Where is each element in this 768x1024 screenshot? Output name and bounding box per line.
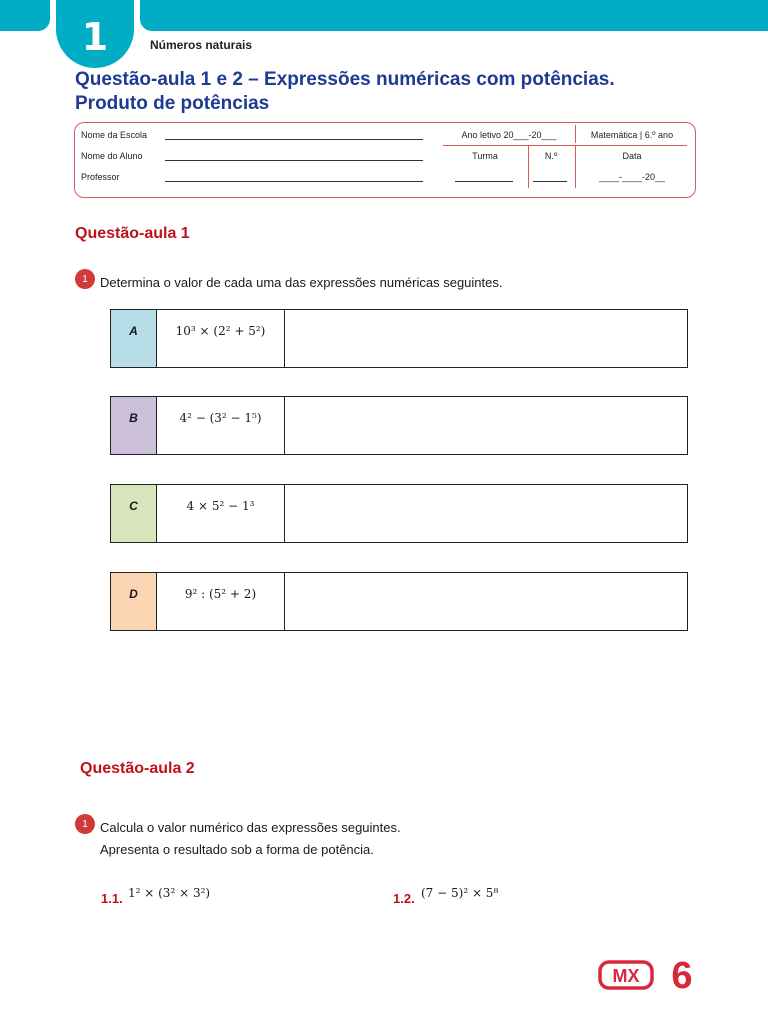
chapter-name: Números naturais [150, 38, 253, 52]
subquestion-expression: (7 − 5)² × 5⁸ [421, 886, 499, 900]
expression-row-a [110, 309, 688, 368]
answer-area[interactable] [285, 573, 687, 630]
answer-area[interactable] [285, 485, 687, 542]
row-letter: D [111, 573, 157, 630]
date-field[interactable]: ____-____-20__ [598, 172, 666, 182]
divider [528, 146, 529, 188]
subject-label: Matemática | 6.º ano [590, 130, 674, 140]
expression-row-b [110, 396, 688, 455]
subquestion-label: 1.1. [101, 891, 123, 906]
number-field[interactable] [533, 181, 567, 182]
row-letter: A [111, 310, 157, 367]
question-number-badge: 1 [75, 269, 95, 289]
section1-title: Questão-aula 1 [75, 225, 190, 242]
publisher-logo [598, 954, 698, 994]
divider [575, 125, 576, 143]
page-title-line1: Questão-aula 1 e 2 – Expressões numéricas com potências. [75, 69, 615, 90]
subquestion-expression: 1² × (3² × 3²) [128, 886, 211, 900]
page-title-line2: Produto de potências [75, 93, 270, 114]
chapter-number-badge [56, 0, 134, 68]
grade-number: 6 [671, 955, 693, 994]
teacher-label: Professor [81, 172, 120, 182]
chapter-number: 1 [81, 15, 109, 59]
expression: 10³ × (2² + 5²) [157, 310, 285, 367]
header-bar-right [140, 0, 768, 31]
row-letter: B [111, 397, 157, 454]
class-field[interactable] [455, 181, 513, 182]
divider [575, 146, 576, 188]
expression-row-c [110, 484, 688, 543]
expression: 4² − (3² − 1⁵) [157, 397, 285, 454]
expression: 9² : (5² + 2) [157, 573, 285, 630]
answer-area[interactable] [285, 397, 687, 454]
expression: 4 × 5² − 1³ [157, 485, 285, 542]
question1-text: Determina o valor de cada uma das expressões numéricas seguintes. [100, 275, 503, 290]
subquestion-label: 1.2. [393, 891, 415, 906]
question-number-badge: 1 [75, 814, 95, 834]
header-bar-left [0, 0, 50, 31]
student-info-box [74, 122, 696, 198]
row-letter: C [111, 485, 157, 542]
question2-line1: Calcula o valor numérico das expressões seguintes. [100, 820, 401, 835]
teacher-field[interactable] [165, 181, 423, 182]
question2-line2: Apresenta o resultado sob a forma de potência. [100, 842, 374, 857]
page-title [75, 68, 755, 116]
number-label: N.º [544, 151, 558, 161]
date-label: Data [622, 151, 642, 161]
student-field[interactable] [165, 160, 423, 161]
expression-row-d [110, 572, 688, 631]
divider [443, 145, 687, 146]
school-label: Nome da Escola [81, 130, 148, 140]
class-label: Turma [472, 151, 498, 161]
section2-title: Questão-aula 2 [80, 760, 195, 777]
school-field[interactable] [165, 139, 423, 140]
logo-text: MX [612, 966, 640, 986]
question2-text [100, 817, 401, 861]
student-label: Nome do Aluno [81, 151, 143, 161]
school-year-label: Ano letivo 20___-20___ [461, 130, 557, 140]
answer-area[interactable] [285, 310, 687, 367]
